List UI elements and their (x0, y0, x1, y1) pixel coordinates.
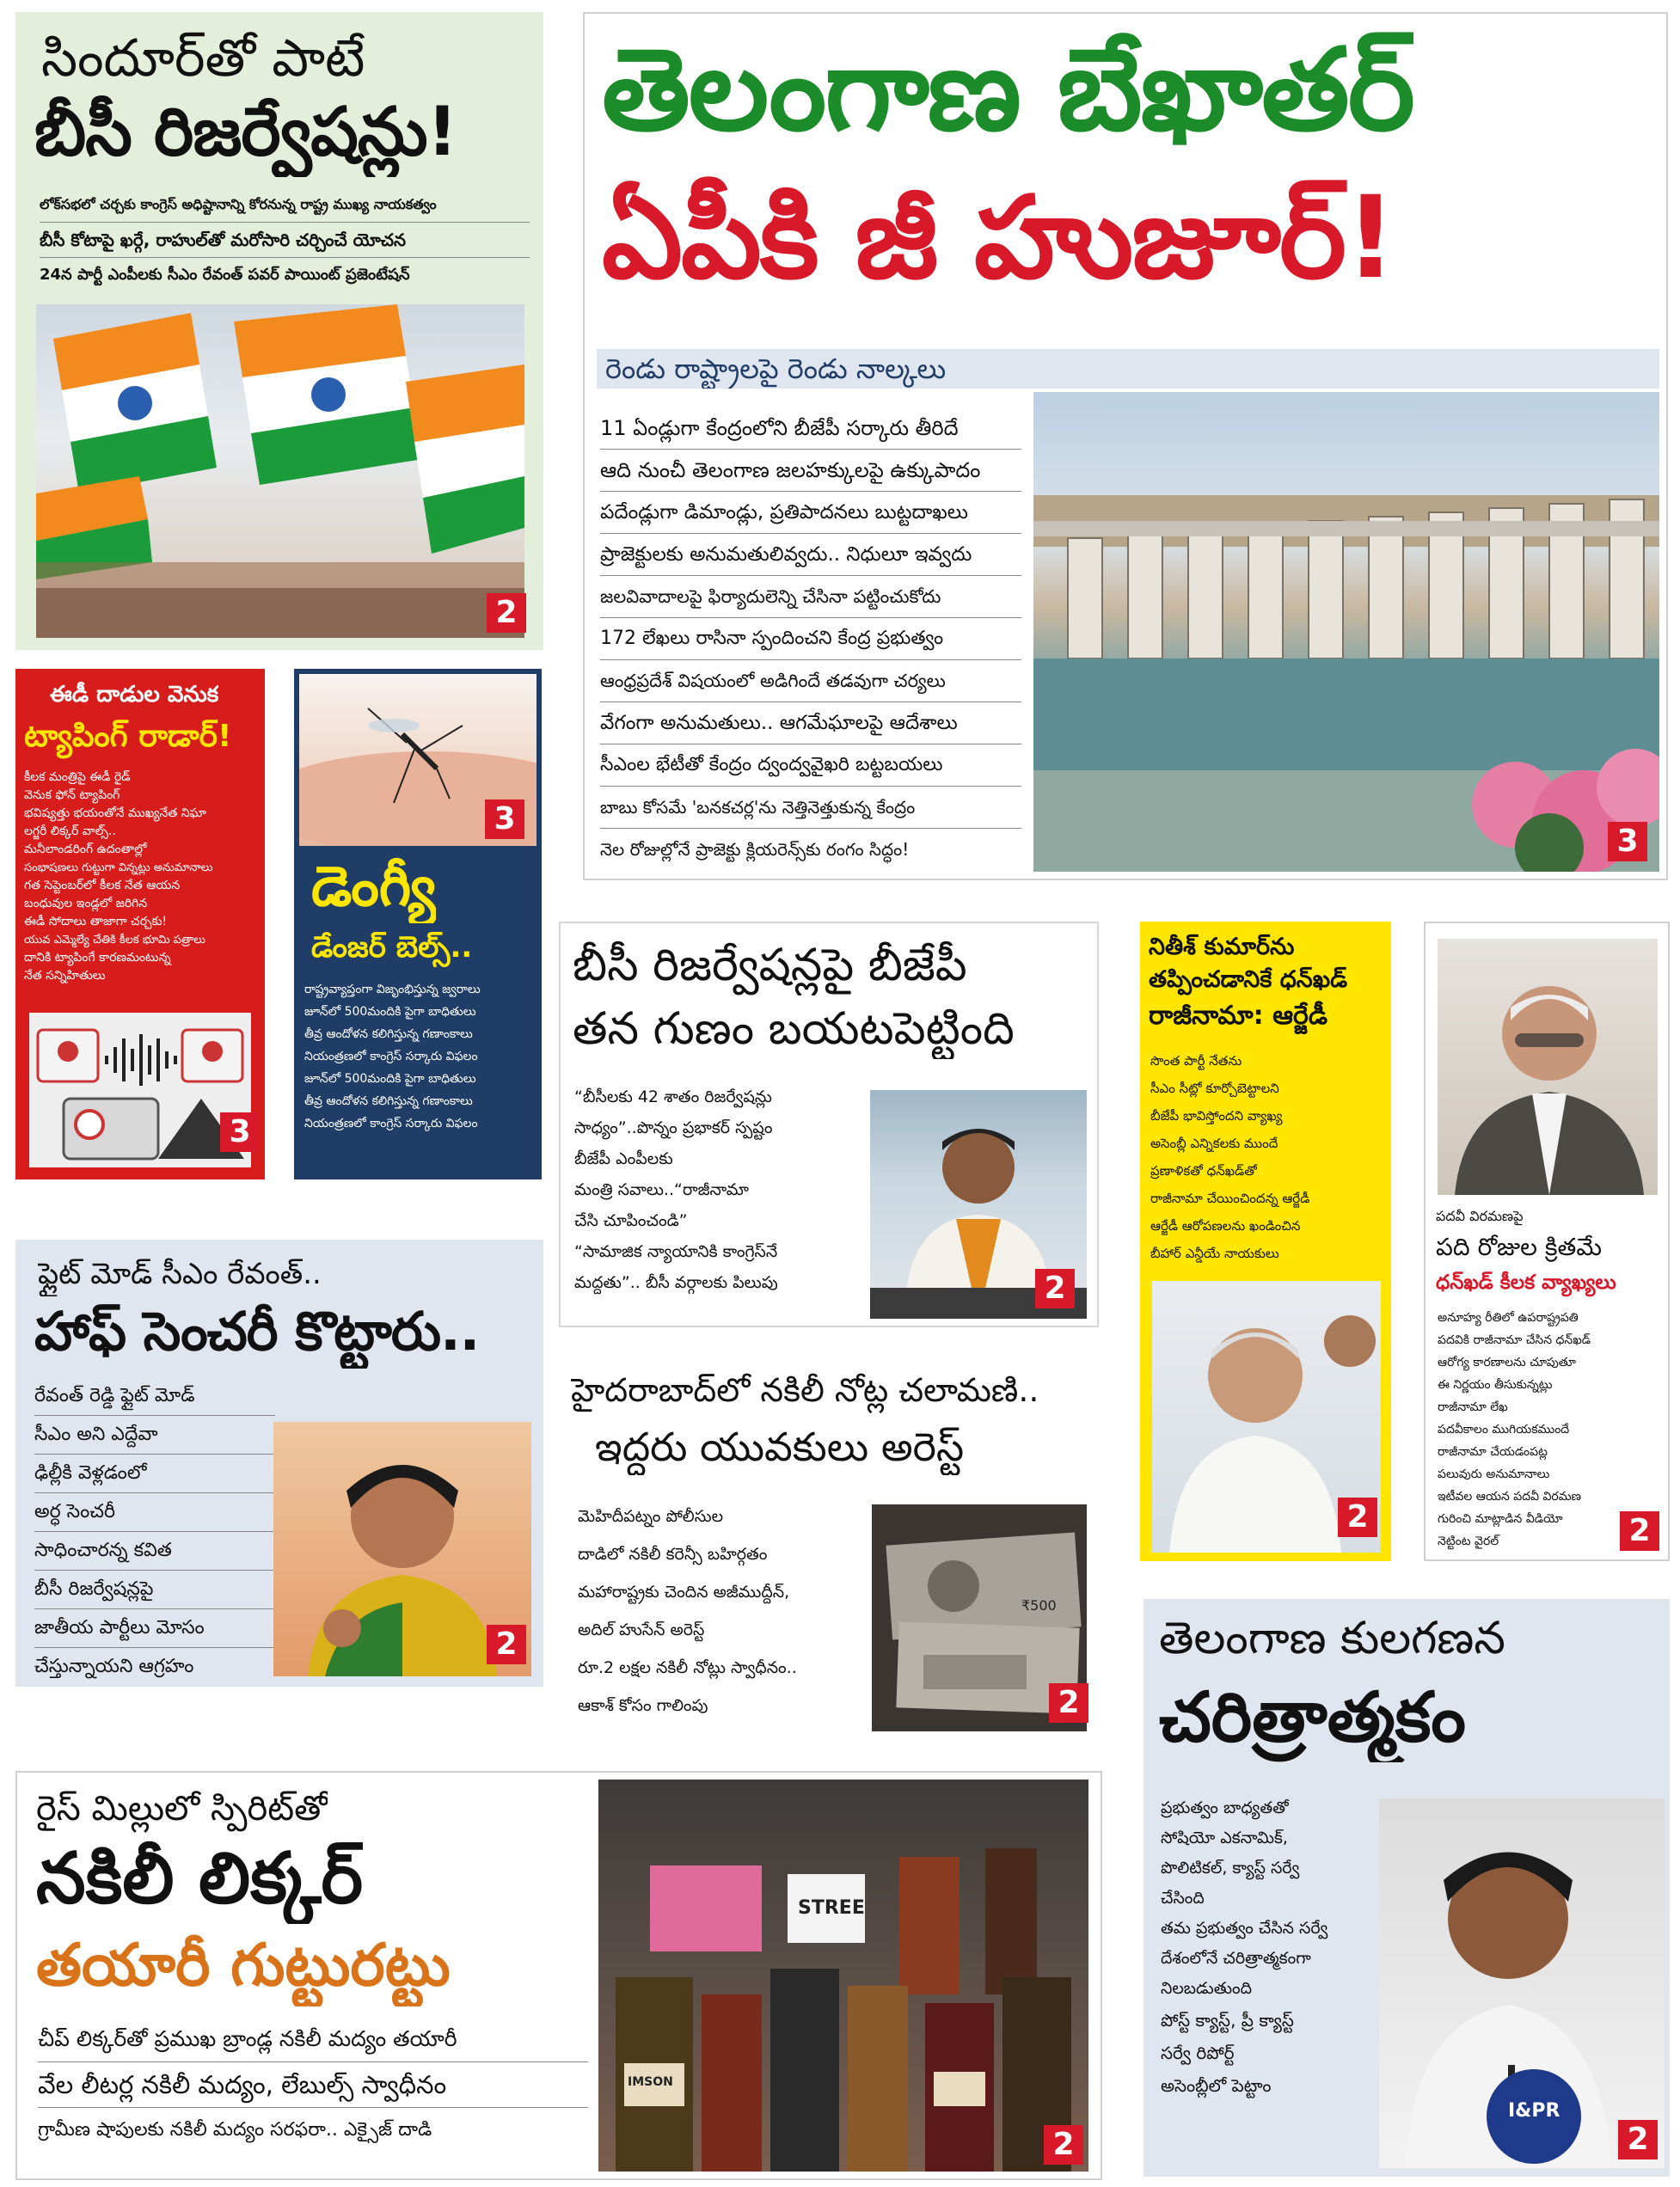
mic-label: I&PR (1508, 2100, 1560, 2122)
body-line: రాజీనామా చేయడంపట్ల (1438, 1445, 1548, 1459)
page-badge: 2 (1338, 1498, 1377, 1537)
body-line: సాధ్యం”..పొన్నం ప్రభాకర్ స్పష్టం (574, 1118, 773, 1137)
lead-points (600, 407, 1021, 870)
body (578, 1498, 870, 1724)
body-line: వెనుక ఫోన్ ట్యాపింగ్ (24, 788, 120, 802)
body-line: ఈ నిర్ణయం తీసుకున్నట్లు (1438, 1378, 1553, 1392)
lead-point: 172 లేఖలు రాసినా స్పందించని కేంద్ర ప్రభుత్వం (600, 618, 1021, 660)
lead-point: జలవివాదాలపై ఫిర్యాదులెన్ని చేసినా పట్టించుకోదు (600, 576, 1021, 618)
body-line: జూన్‌లో 500మందికి పైగా బాధితులు (304, 1072, 476, 1086)
body-line: పొలిటికల్, క్యాస్ట్ సర్వే (1161, 1859, 1300, 1878)
body-line: రాష్ట్రవ్యాప్తంగా విజృంభిస్తున్న జ్వరాలు (304, 983, 481, 996)
body-line: సొంత పార్టీ నేతను (1150, 1053, 1242, 1069)
point: చీప్ లిక్కర్‌తో ప్రముఖ బ్రాండ్ల నకిలీ మద్యం తయారీ (38, 2017, 588, 2062)
body-line: జూన్‌లో 500మందికి పైగా బాధితులు (304, 1005, 476, 1019)
body-line: సర్వే రిపోర్ట్ (1161, 2043, 1235, 2063)
point: లోక్‌సభలో చర్చకు కాంగ్రెస్ అధిష్టానాన్ని కోరనున్న రాష్ట్ర ముఖ్య నాయకత్వం (40, 187, 530, 223)
page-badge: 2 (1044, 2125, 1083, 2165)
body-line: దానికి ట్యాపింగే కారణమంటున్న (24, 951, 171, 965)
page-badge: 3 (1608, 822, 1647, 861)
body-line: రేవంత్ రెడ్డి ఫ్లైట్ మోడ్ (34, 1377, 275, 1416)
lead-story[interactable] (583, 12, 1668, 880)
body-line: బీజేపీ ఎంపీలకు (574, 1149, 673, 1168)
body-line: నేత సన్నిహితులు (24, 969, 106, 983)
body-line: బీహార్ ఎన్డీయే నాయకులు (1150, 1246, 1279, 1261)
body-line: చేసింది (1161, 1889, 1205, 1908)
lead-point: సీఎంల భేటీతో కేంద్రం ద్వంద్వవైఖరి బట్టబయలు (600, 744, 1021, 787)
body-line: రాజీనామా చేయించిందన్న ఆర్జేడీ (1150, 1191, 1310, 1206)
body-line: నియంత్రణలో కాంగ్రెస్ సర్కారు విఫలం (304, 1050, 478, 1063)
points (38, 2017, 588, 2153)
body-line: మహారాష్ట్రకు చెందిన అజీముద్దీన్, (578, 1583, 790, 1602)
headline-line2: చరిత్రాత్మకం (1159, 1677, 1466, 1757)
body-line: పదవీకాలం ముగియకముందే (1438, 1423, 1570, 1437)
liquor-bottles-photo (598, 1780, 1088, 2172)
body-line: దేశంలోనే చరిత్రాత్మకంగా (1161, 1949, 1311, 1968)
headline: ట్యాపింగ్ రాడార్! (24, 719, 232, 754)
body-line: దాడిలో నకిలీ కరెన్సీ బహిర్గతం (578, 1545, 768, 1564)
lead-point: బాబు కోసమే 'బనకచర్ల'ను నెత్తినెత్తుకున్న కేంద్రం (600, 787, 1021, 829)
body (34, 1377, 275, 1686)
kicker: ఈడీ దాడుల వెనుక (50, 682, 219, 708)
body-line: ఆరోగ్య కారణాలను చూపుతూ (1438, 1356, 1576, 1369)
story-bc-reservations[interactable] (15, 12, 543, 650)
bottles-graphic (598, 1780, 1088, 2172)
body-line: మనీలాండరింగ్ ఉదంతాల్లో (24, 842, 147, 856)
body-line: బీసీ రిజర్వేషన్లపై (34, 1571, 275, 1609)
body-line: రూ.2 లక్షల నకిలీ నోట్లు స్వాధీనం.. (578, 1658, 797, 1677)
body-line: గురించి మాట్లాడిన వీడియో (1438, 1512, 1563, 1526)
body-line: భవిష్యత్తు భయంతోనే ముఖ్యనేత నిఘా (24, 806, 206, 820)
page-badge: 2 (487, 593, 526, 633)
headline-line2: తయారీ గుట్టురట్టు (36, 1932, 451, 2000)
body-line: “బీసీలకు 42 శాతం రిజర్వేషన్లు (574, 1087, 772, 1106)
body-line: అసెంబ్లీ ఎన్నికలకు ముందే (1150, 1136, 1278, 1151)
lead-point: ఆది నుంచీ తెలంగాణ జలహక్కులపై ఉక్కుపాదం (600, 450, 1021, 492)
headline-line2: తప్పించడానికే ధన్‌ఖడ్ (1149, 966, 1348, 993)
story-ed-raids[interactable] (15, 669, 265, 1179)
lead-headline-line2: ఏపీకి జీ హుజూర్! (602, 172, 1395, 304)
body-line: సీఎం సీట్లో కూర్చోబెట్టాలని (1150, 1081, 1279, 1096)
lead-point: ఆంధ్రప్రదేశ్ విషయంలో అడిగిందే తడవుగా చర్యలు (600, 660, 1021, 702)
story-rjd[interactable] (1140, 922, 1391, 1561)
body-line: లగ్జరీ లిక్కర్ వాల్స్.. (24, 824, 116, 838)
story-fake-notes[interactable] (559, 1350, 1099, 1742)
body-line: నిలబడుతుంది (1161, 1979, 1253, 1998)
headline-line1: బీసీ రిజర్వేషన్లపై బీజేపీ (573, 940, 967, 991)
body-line: అర్ధ సెంచరీ (34, 1493, 275, 1532)
page-badge: 2 (1035, 1269, 1075, 1308)
page-badge: 3 (485, 799, 524, 839)
body-line: నియంత్రణలో కాంగ్రెస్ సర్కారు విఫలం (304, 1117, 478, 1130)
bhatti-vikramarka-photo (1379, 1798, 1665, 2168)
kicker: ఫ్లైట్ మోడ్ సీఎం రేవంత్.. (38, 1257, 322, 1291)
headline-line3: రాజీనామా: ఆర్జేడీ (1149, 1001, 1328, 1031)
page-badge: 3 (220, 1112, 260, 1152)
body (24, 769, 258, 985)
points (40, 187, 530, 292)
body-line: మద్దతు”.. బీసీ వర్గాలకు పిలుపు (574, 1273, 778, 1292)
headline-line1: నితీశ్ కుమార్‌ను (1149, 934, 1295, 960)
page-badge: 2 (487, 1625, 526, 1664)
story-caste-census[interactable] (1144, 1599, 1670, 2177)
point: బీసీ కోటాపై ఖర్గే, రాహుల్‌తో మరోసారి చర్చించే యోచన (40, 223, 530, 258)
body (304, 978, 535, 1135)
phone-tapping-illustration (29, 1013, 251, 1167)
body-line: సంభాషణలు గుట్టుగా విన్నట్లు అనుమానాలు (24, 861, 213, 874)
body-line: గత సెప్టెంబర్‌లో కీలక నేత ఆయన (24, 879, 181, 892)
body-line: బీజేపీ భావిస్తోందని వ్యాఖ్య (1150, 1108, 1283, 1124)
lead-point: వేగంగా అనుమతులు.. ఆగమేఘాలపై ఆదేశాలు (600, 702, 1021, 744)
body-line: చేసి చూపించండి” (574, 1211, 688, 1230)
body-line: తీవ్ర ఆందోళన కలిగిస్తున్న గణాంకాలు (304, 1094, 473, 1108)
headline: బీసీ రిజర్వేషన్లు! (34, 94, 457, 171)
headline: హాఫ్ సెంచరీ కొట్టారు.. (34, 1300, 480, 1363)
body (1161, 1793, 1381, 2102)
headline-line2: ఇద్దరు యువకులు అరెస్ట్ (595, 1424, 965, 1470)
lead-point: 11 ఏండ్లుగా కేంద్రంలోని బీజేపీ సర్కారు తీరిదే (600, 407, 1021, 450)
barrage-photo (1033, 392, 1659, 872)
body (574, 1081, 867, 1298)
lead-kicker-text: రెండు రాష్ట్రాలపై రెండు నాల్కలు (605, 352, 947, 385)
headline-line1: డెంగ్యీ (311, 855, 437, 919)
flags-illustration (36, 304, 524, 638)
body-line: తీవ్ర ఆందోళన కలిగిస్తున్న గణాంకాలు (304, 1027, 473, 1041)
point: గ్రామీణ షాపులకు నకిలీ మద్యం సరఫరా.. ఎక్సైజ్ దాడి (38, 2119, 432, 2141)
dhankhar-photo (1438, 939, 1658, 1195)
body-line: తమ ప్రభుత్వం చేసిన సర్వే (1161, 1919, 1328, 1938)
body-line: సీఎం అని ఎద్దేవా (34, 1416, 275, 1455)
body-line: పోస్ట్ క్యాస్ట్, ప్రీ క్యాస్ట్ (1161, 2010, 1294, 2031)
story-dhankhar[interactable] (1424, 922, 1670, 1561)
note-label: ₹500 (1021, 1597, 1057, 1614)
body-line: సాధించారన్న కవిత (34, 1532, 275, 1571)
body-line: ఢిల్లీకి వెళ్లడంలో (34, 1455, 275, 1493)
body-line: బంధువుల ఇండ్లలో జరిగిన (24, 897, 148, 910)
lead-headline-line1: తెలంగాణ బేఖాతర్ (602, 24, 1413, 156)
body-line: ఇటీవల ఆయన పదవీ విరమణ (1438, 1490, 1582, 1504)
body-line: అదిల్ హుసేన్ అరెస్ట్ (578, 1620, 705, 1639)
body-line: ఈడీ సోదాలు తాజాగా చర్చకు! (24, 915, 168, 928)
body-line: కీలక మంత్రిపై ఈడీ రైడ్ (24, 770, 131, 784)
body-line: పలువురు అనుమానాలు (1438, 1467, 1550, 1481)
story-kavitha[interactable] (15, 1240, 543, 1687)
body-line: మెహిదీపట్నం పోలీసుల (578, 1507, 724, 1526)
body-line: యువ ఎమ్మెల్యే చేతికి కీలక భూమి పత్రాలు (24, 934, 205, 946)
headline-line1: నకిలీ లిక్కర్ (36, 1838, 364, 1920)
lead-kicker (597, 349, 1659, 389)
body-line: రాజీనామా లేఖ (1438, 1400, 1508, 1414)
point: 24న పార్టీ ఎంపీలకు సీఎం రేవంత్ పవర్ పాయింట్ ప్రజెంటేషన్ (40, 266, 410, 284)
page-badge: 2 (1618, 2120, 1658, 2159)
headline-line1: హైదరాబాద్‌లో నకిలీ నోట్ల చలామణి.. (571, 1371, 1039, 1409)
person-graphic (1438, 939, 1658, 1195)
headline-line1: పది రోజుల క్రితమే (1436, 1233, 1602, 1261)
body-line: చేస్తున్నాయని ఆగ్రహం (34, 1656, 194, 1677)
headline-line1: తెలంగాణ కులగణన (1159, 1613, 1505, 1664)
lead-point: పదేండ్లుగా డిమాండ్లు, ప్రతిపాదనలు బుట్టదాఖలు (600, 492, 1021, 534)
kicker: రైస్ మిల్లులో స్పిరిట్‌తో (36, 1789, 328, 1829)
body (1150, 1047, 1384, 1267)
tapping-graphic (29, 1013, 251, 1167)
headline-line2: ధన్‌ఖడ్ కీలక వ్యాఖ్యలు (1436, 1271, 1616, 1294)
body-line: ఆకాశ్ కోసం గాలింపు (578, 1696, 708, 1715)
body-line: ప్రభుత్వం బాధ్యతతో (1161, 1798, 1289, 1817)
body-line: అనూహ్య రీతిలో ఉపరాష్ట్రపతి (1438, 1311, 1579, 1325)
body-line: పదవికి రాజీనామా చేసిన ధన్‌ఖడ్ (1438, 1333, 1591, 1347)
story-fake-liquor[interactable] (15, 1771, 1102, 2180)
body-line: జాతీయ పార్టీలు మోసం (34, 1609, 275, 1648)
point: వేల లీటర్ల నకిలీ మద్యం, లేబుల్స్ స్వాధీనం (38, 2062, 588, 2108)
body-line: “సామాజిక న్యాయానికి కాంగ్రెస్‌నే (574, 1242, 778, 1261)
headline-line2: డేంజర్ బెల్స్.. (311, 930, 473, 965)
lead-point: ప్రాజెక్టులకు అనుమతులివ్వదు.. నిధులూ ఇవ్వదు (600, 534, 1021, 576)
body-line: అసెంబ్లీలో పెట్టాం (1161, 2075, 1272, 2096)
kicker: సిందూర్‌తో పాటే (41, 28, 365, 89)
headline-line2: తన గుణం బయటపెట్టింది (573, 1003, 1015, 1055)
page-badge: 2 (1620, 1511, 1659, 1551)
body-line: మంత్రి సవాలు..“రాజీనామా (574, 1180, 749, 1199)
body-line: సోషియో ఎకనామిక్, (1161, 1829, 1288, 1847)
lead-point: నెల రోజుల్లోనే ప్రాజెక్టు క్లియరెన్స్‌కు రంగం సిద్ధం! (600, 839, 910, 860)
story-dengue[interactable] (294, 669, 542, 1179)
bottle-label: IMSON (628, 2075, 673, 2089)
bottle-label: STREE (798, 1897, 865, 1919)
body-line: ఆర్జేడీ ఆరోపణలను ఖండించిన (1150, 1218, 1301, 1234)
barrage-illustration (1033, 392, 1659, 872)
page-badge: 2 (1049, 1683, 1088, 1723)
body-line: నెట్టింట వైరల్ (1438, 1535, 1499, 1548)
story-bjp-bc[interactable] (559, 922, 1099, 1327)
body-line: ప్రణాళికతో ధన్‌ఖడ్‌తో (1150, 1163, 1257, 1179)
congress-flags-photo (36, 304, 524, 638)
kicker: పదవీ విరమణపై (1436, 1208, 1524, 1224)
